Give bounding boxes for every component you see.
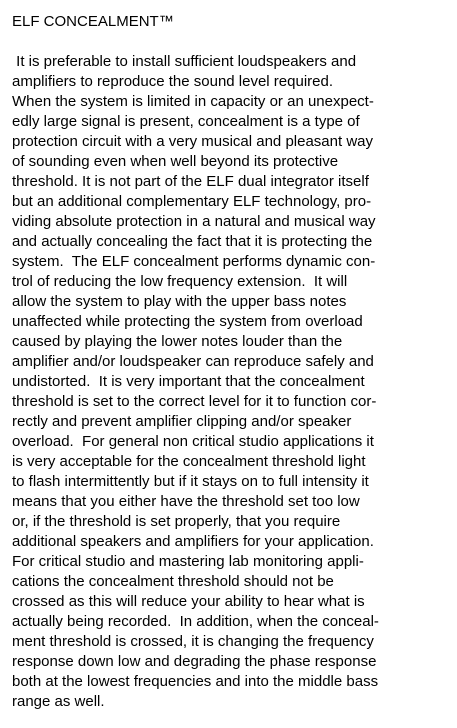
text-line: protection circuit with a very musical and pleasant way	[12, 133, 373, 150]
text-line: both at the lowest frequencies and into the middle bass	[12, 673, 379, 690]
text-line: undistorted. It is very important that the concealment	[12, 373, 365, 390]
text-line: additional speakers and amplifiers for your application.	[12, 533, 374, 550]
text-line: threshold is set to the correct level for it to function cor-	[12, 393, 377, 410]
text-line: actually being recorded. In addition, when the conceal-	[12, 613, 379, 630]
text-line: amplifiers to reproduce the sound level required.	[12, 73, 334, 90]
body-paragraph	[12, 52, 448, 712]
text-line: is very acceptable for the concealment threshold light	[12, 453, 366, 470]
text-line: of sounding even when well beyond its protective	[12, 153, 339, 170]
text-line: edly large signal is present, concealment is a type of	[12, 113, 360, 130]
text-line: caused by playing the lower notes louder than the	[12, 333, 343, 350]
text-line: overload. For general non critical studio applications it	[12, 433, 374, 450]
text-line: but an additional complementary ELF technology, pro-	[12, 193, 372, 210]
text-line: trol of reducing the low frequency extension. It will	[12, 273, 348, 290]
text-line: to flash intermittently but if it stays on to full intensity it	[12, 473, 369, 490]
text-line: ment threshold is crossed, it is changing the frequency	[12, 633, 374, 650]
text-line: cations the concealment threshold should not be	[12, 573, 334, 590]
text-line: It is preferable to install sufficient loudspeakers and	[12, 53, 357, 70]
text-line: means that you either have the threshold set too low	[12, 493, 360, 510]
text-line: threshold. It is not part of the ELF dual integrator itself	[12, 173, 369, 190]
text-line: unaffected while protecting the system from overload	[12, 313, 363, 330]
text-line: response down low and degrading the phase response	[12, 653, 377, 670]
text-line: allow the system to play with the upper bass notes	[12, 293, 347, 310]
text-line: When the system is limited in capacity or an unexpect-	[12, 93, 374, 110]
text-line: viding absolute protection in a natural and musical way	[12, 213, 376, 230]
document-page	[12, 12, 448, 712]
text-line: range as well.	[12, 693, 105, 710]
text-line: or, if the threshold is set properly, that you require	[12, 513, 341, 530]
text-line: system. The ELF concealment performs dynamic con-	[12, 253, 376, 270]
text-line: rectly and prevent amplifier clipping and/or speaker	[12, 413, 352, 430]
text-line: crossed as this will reduce your ability to hear what is	[12, 593, 365, 610]
document-title: ELF CONCEALMENT™	[12, 13, 174, 30]
text-line: and actually concealing the fact that it is protecting the	[12, 233, 373, 250]
text-line: For critical studio and mastering lab monitoring appli-	[12, 553, 364, 570]
text-line: amplifier and/or loudspeaker can reproduce safely and	[12, 353, 374, 370]
